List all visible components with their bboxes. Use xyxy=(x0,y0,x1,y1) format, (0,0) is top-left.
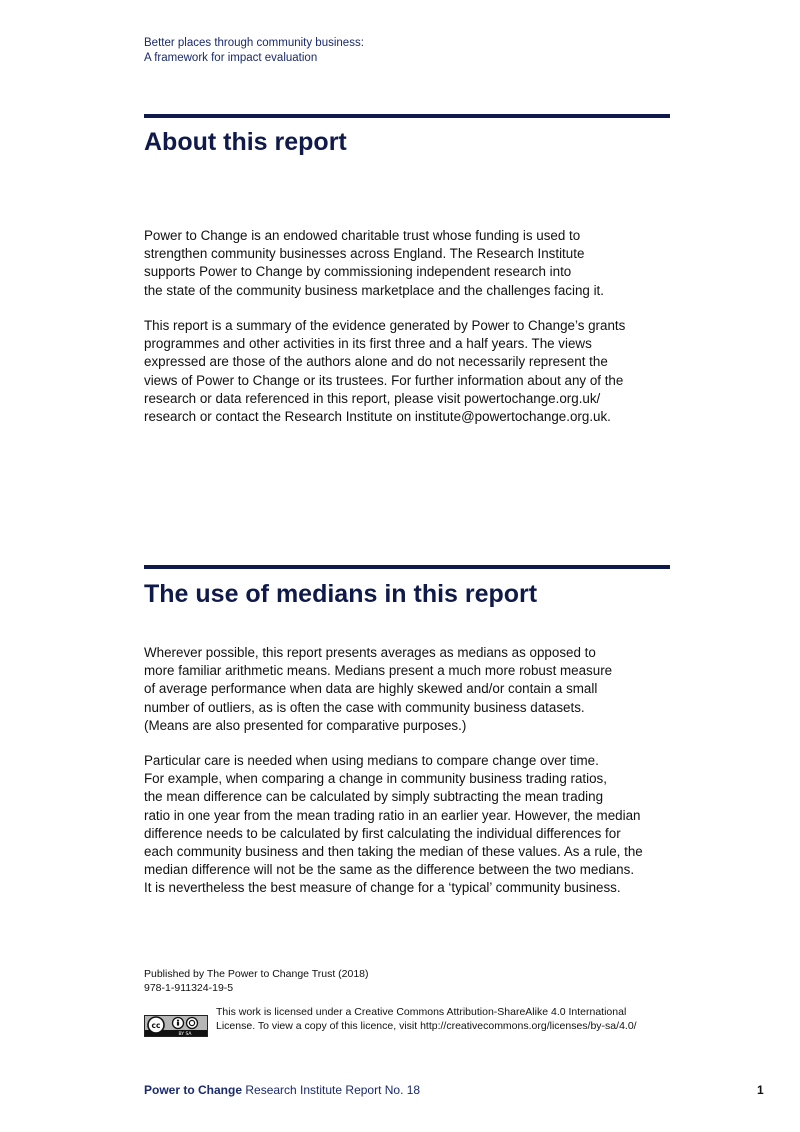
about-paragraph-1 xyxy=(144,227,684,300)
text-line: research or contact the Research Institute on institute@powertochange.org.uk. xyxy=(144,409,611,425)
text-line: research or data referenced in this report, please visit powertochange.org.uk/ xyxy=(144,390,601,406)
header-line-1: Better places through community business: xyxy=(144,37,364,49)
text-line: each community business and then taking the median of these values. As a rule, the xyxy=(144,844,643,860)
license-line-2: License. To view a copy of this licence, visit http://creativecommons.org/licenses/by-sa/4.0/ xyxy=(216,1020,637,1032)
cc-logo-text: cc xyxy=(151,1021,161,1030)
creative-commons-badge-icon xyxy=(144,1015,208,1037)
page-number: 1 xyxy=(757,1083,764,1097)
text-line: difference needs to be calculated by first calculating the individual differences for xyxy=(144,825,621,841)
license-text xyxy=(216,1005,637,1033)
text-line: number of outliers, as is often the case with community business datasets. xyxy=(144,699,585,715)
text-line: expressed are those of the authors alone and do not necessarily represent the xyxy=(144,354,608,370)
header-line-2: A framework for impact evaluation xyxy=(144,52,318,64)
section-title-medians: The use of medians in this report xyxy=(144,580,538,608)
about-paragraph-2 xyxy=(144,317,684,426)
text-line: (Means are also presented for comparative purposes.) xyxy=(144,717,467,733)
text-line: Particular care is needed when using medians to compare change over time. xyxy=(144,753,599,768)
text-line: programmes and other activities in its first three and a half years. The views xyxy=(144,336,592,352)
section-divider-2 xyxy=(144,565,670,569)
text-line: ratio in one year from the mean trading ratio in an earlier year. However, the median xyxy=(144,807,641,823)
text-line: strengthen community businesses across England. The Research Institute xyxy=(144,246,585,262)
text-line: Wherever possible, this report presents averages as medians as opposed to xyxy=(144,645,596,660)
footer-report-title: Research Institute Report No. 18 xyxy=(242,1083,421,1097)
text-line: It is nevertheless the best measure of change for a ‘typical’ community business. xyxy=(144,880,621,896)
isbn: 978-1-911324-19-5 xyxy=(144,981,234,994)
cc-badge-text: BY SA xyxy=(178,1032,192,1036)
text-line: supports Power to Change by commissioning independent research into xyxy=(144,264,572,280)
medians-paragraph-2 xyxy=(144,752,684,898)
section-divider-1 xyxy=(144,114,670,118)
text-line: the state of the community business marketplace and the challenges facing it. xyxy=(144,282,605,298)
text-line: more familiar arithmetic means. Medians present a much more robust measure xyxy=(144,663,613,679)
section-title-about: About this report xyxy=(144,128,347,156)
text-line: of average performance when data are highly skewed and/or contain a small xyxy=(144,681,598,697)
running-footer xyxy=(144,1083,420,1097)
text-line: views of Power to Change or its trustees. For further information about any of the xyxy=(144,372,624,388)
running-header xyxy=(144,36,364,66)
medians-paragraph-1 xyxy=(144,644,684,735)
text-line: For example, when comparing a change in community business trading ratios, xyxy=(144,771,607,787)
footer-brand: Power to Change xyxy=(144,1083,243,1097)
published-by: Published by The Power to Change Trust (2018) xyxy=(144,968,369,980)
text-line: Power to Change is an endowed charitable trust whose funding is used to xyxy=(144,228,581,243)
text-line: median difference will not be the same as the difference between the two medians. xyxy=(144,862,635,878)
text-line: This report is a summary of the evidence generated by Power to Change’s grants xyxy=(144,318,626,333)
license-line-1: This work is licensed under a Creative Commons Attribution-ShareAlike 4.0 International xyxy=(216,1006,627,1018)
text-line: the mean difference can be calculated by simply subtracting the mean trading xyxy=(144,789,604,805)
publication-info xyxy=(144,968,369,995)
